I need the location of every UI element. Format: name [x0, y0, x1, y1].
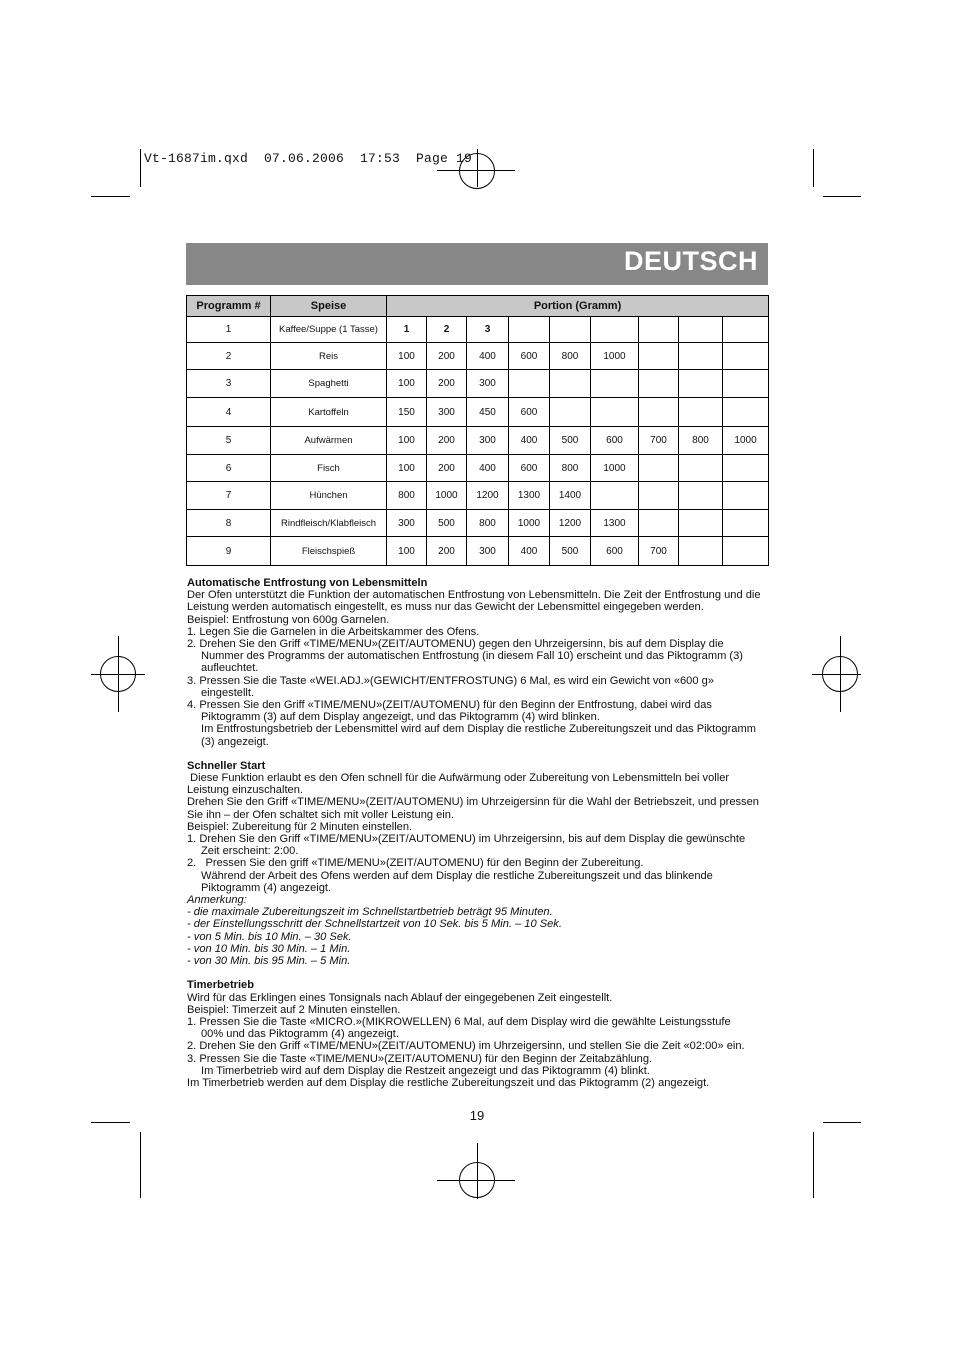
food-cell: Reis [271, 343, 387, 370]
program-number-cell: 7 [187, 482, 271, 510]
crop-mark [813, 1132, 814, 1198]
portion-cell [679, 370, 723, 398]
portion-cell: 600 [591, 427, 639, 455]
food-cell: Fleischspieß [271, 537, 387, 566]
instructions [187, 577, 769, 1089]
portion-cell [639, 370, 679, 398]
portion-cell [639, 398, 679, 427]
portion-cell: 1200 [467, 482, 509, 510]
portion-cell: 400 [467, 455, 509, 482]
section-title: Timerbetrieb [187, 979, 254, 992]
portion-cell [723, 370, 769, 398]
portion-cell: 1300 [509, 482, 550, 510]
portion-cell [679, 482, 723, 510]
food-cell: Fisch [271, 455, 387, 482]
portion-cell [639, 510, 679, 537]
program-number-cell: 9 [187, 537, 271, 566]
portion-cell [723, 317, 769, 343]
paragraph: Im Timerbetrieb werden auf dem Display die restliche Zubereitungszeit und das Piktogramm (2) angezeigt. [187, 1076, 710, 1089]
portion-cell [639, 343, 679, 370]
table-row [187, 537, 769, 566]
portion-cell [679, 398, 723, 427]
section-title: Schneller Start [187, 759, 266, 772]
portion-cell: 800 [679, 427, 723, 455]
portion-cell: 3 [467, 317, 509, 343]
portion-cell [723, 455, 769, 482]
header-program: Programm # [187, 296, 271, 317]
portion-cell [509, 317, 550, 343]
table-header-row [187, 296, 769, 317]
food-cell: Spaghetti [271, 370, 387, 398]
portion-cell: 400 [509, 427, 550, 455]
portion-cell: 1000 [591, 455, 639, 482]
portion-cell [679, 537, 723, 566]
program-table [186, 295, 769, 566]
portion-cell [591, 398, 639, 427]
table-row [187, 510, 769, 537]
portion-cell: 400 [509, 537, 550, 566]
portion-cell [639, 455, 679, 482]
portion-cell: 200 [427, 427, 467, 455]
portion-cell [550, 317, 591, 343]
portion-cell: 800 [550, 343, 591, 370]
portion-cell [591, 482, 639, 510]
portion-cell: 1400 [550, 482, 591, 510]
banner-title: DEUTSCH [623, 246, 758, 276]
portion-cell: 1300 [591, 510, 639, 537]
portion-cell: 300 [387, 510, 427, 537]
program-number-cell: 8 [187, 510, 271, 537]
paragraph: Diese Funktion erlaubt es den Ofen schnell für die Aufwärmung oder Zubereitung von Lebensmitteln bei voller Leistung einzuschalten. [187, 772, 733, 797]
page-number: 19 [469, 1108, 485, 1123]
portion-cell [591, 317, 639, 343]
list-item: 3. Pressen Sie die Taste «WEI.ADJ.»(GEWICHT/ENTFROSTUNG) 6 Mal, es wird ein Gewicht von «600 g» [187, 674, 714, 687]
food-cell: Kaffee/Suppe (1 Tasse) [271, 317, 387, 343]
crop-mark [91, 196, 130, 197]
portion-cell: 100 [387, 370, 427, 398]
portion-cell [679, 455, 723, 482]
portion-cell: 400 [467, 343, 509, 370]
portion-cell [591, 370, 639, 398]
table-row [187, 317, 769, 343]
list-item: 3. Pressen Sie die Taste «TIME/MENU»(ZEIT/AUTOMENU) für den Beginn der Zeitabzählung. [187, 1052, 653, 1065]
portion-cell: 500 [550, 537, 591, 566]
portion-cell: 300 [467, 427, 509, 455]
list-item: 1. Legen Sie die Garnelen in die Arbeitskammer des Ofens. [187, 625, 480, 638]
list-item-continued: Zeit erscheint: 2:00. [201, 845, 299, 858]
language-banner [186, 243, 768, 285]
list-item-continued: Nummer des Programms der automatischen Entfrostung (in diesem Fall 10) erscheint und das Piktogramm (3) aufleuchtet. [201, 650, 743, 675]
crop-mark [823, 196, 861, 197]
section-title: Automatische Entfrostung von Lebensmitteln [187, 577, 428, 589]
list-item-continued: Während der Arbeit des Ofens werden auf dem Display die restliche Zubereitungszeit und das blinkende Piktogramm (4) angezeigt. [201, 869, 713, 894]
portion-cell: 1 [387, 317, 427, 343]
list-item-continued: Im Entfrostungsbetrieb der Lebensmittel wird auf dem Display die restliche Zubereitungszeit und das Piktogramm (3) angezeigt. [201, 723, 756, 748]
header-portion: Portion (Gramm) [387, 296, 769, 317]
note-item: - der Einstellungsschritt der Schnellstartzeit von 10 Sek. bis 5 Min. – 10 Sek. [187, 918, 562, 931]
table-row [187, 455, 769, 482]
portion-cell: 500 [427, 510, 467, 537]
portion-cell: 700 [639, 427, 679, 455]
portion-cell: 100 [387, 455, 427, 482]
portion-cell [550, 398, 591, 427]
list-item: 1. Drehen Sie den Griff «TIME/MENU»(ZEIT/AUTOMENU) im Uhrzeigersinn, bis auf dem Display die gewünschte [187, 833, 746, 846]
portion-cell: 1000 [723, 427, 769, 455]
header-food: Speise [271, 296, 387, 317]
portion-cell [723, 343, 769, 370]
portion-cell: 1000 [591, 343, 639, 370]
food-cell: Aufwärmen [271, 427, 387, 455]
portion-cell: 600 [591, 537, 639, 566]
portion-cell: 100 [387, 343, 427, 370]
portion-cell: 1000 [427, 482, 467, 510]
portion-cell [679, 317, 723, 343]
portion-cell: 200 [427, 370, 467, 398]
list-item: 2. Pressen Sie den griff «TIME/MENU»(ZEIT/AUTOMENU) für den Beginn der Zubereitung. [187, 857, 644, 870]
portion-cell: 450 [467, 398, 509, 427]
portion-cell: 800 [387, 482, 427, 510]
portion-cell: 800 [467, 510, 509, 537]
portion-cell [723, 398, 769, 427]
portion-cell: 100 [387, 537, 427, 566]
table-row [187, 370, 769, 398]
list-item: 1. Pressen Sie die Taste «MICRO.»(MIKROWELLEN) 6 Mal, auf dem Display wird die gewählte Leistungsstufe [187, 1015, 731, 1028]
table-row [187, 482, 769, 510]
print-header: Vt-1687im.qxd 07.06.2006 17:53 Page 19 [144, 151, 473, 166]
portion-cell: 700 [639, 537, 679, 566]
note-title: Anmerkung: [187, 894, 247, 907]
portion-cell: 300 [467, 537, 509, 566]
table-row [187, 427, 769, 455]
portion-cell [723, 537, 769, 566]
portion-cell: 200 [427, 537, 467, 566]
portion-cell [723, 510, 769, 537]
program-number-cell: 6 [187, 455, 271, 482]
portion-cell [679, 510, 723, 537]
portion-cell: 300 [427, 398, 467, 427]
portion-cell: 1000 [509, 510, 550, 537]
note-item: - die maximale Zubereitungszeit im Schnellstartbetrieb beträgt 95 Minuten. [187, 906, 553, 919]
portion-cell: 300 [467, 370, 509, 398]
portion-cell: 150 [387, 398, 427, 427]
paragraph: Der Ofen unterstützt die Funktion der automatischen Entfrostung von Lebensmitteln. Die Zeit der Entfrostung und die Leistung werden automatisch eingestellt, es muss nur das Gewicht der Lebensmittel eingegeben werden. [187, 589, 761, 614]
portion-cell: 800 [550, 455, 591, 482]
list-item: 2. Drehen Sie den Griff «TIME/MENU»(ZEIT/AUTOMENU) gegen den Uhrzeigersinn, bis auf dem Display die [187, 638, 724, 651]
paragraph: Beispiel: Zubereitung für 2 Minuten einstellen. [187, 820, 413, 833]
note-item: - von 5 Min. bis 10 Min. – 30 Sek. [187, 930, 352, 943]
list-item-continued: 00% und das Piktogramm (4) angezeigt. [201, 1028, 399, 1041]
portion-cell: 200 [427, 343, 467, 370]
portion-cell: 600 [509, 398, 550, 427]
paragraph: Beispiel: Timerzeit auf 2 Minuten einstellen. [187, 1003, 401, 1016]
crop-mark [140, 149, 141, 187]
portion-cell: 200 [427, 455, 467, 482]
list-item-continued: eingestellt. [201, 686, 255, 699]
program-number-cell: 1 [187, 317, 271, 343]
program-number-cell: 5 [187, 427, 271, 455]
crop-mark [140, 1132, 141, 1198]
portion-cell: 100 [387, 427, 427, 455]
portion-cell: 600 [509, 343, 550, 370]
crop-mark [813, 149, 814, 187]
portion-cell [679, 343, 723, 370]
food-cell: Rindfleisch/Klabfleisch [271, 510, 387, 537]
program-number-cell: 3 [187, 370, 271, 398]
paragraph: Drehen Sie den Griff «TIME/MENU»(ZEIT/AUTOMENU) im Uhrzeigersinn für die Wahl der Betriebszeit, und pressen Sie ihn – der Ofen schaltet sich mit voller Leistung ein. [187, 796, 759, 821]
paragraph: Beispiel: Entfrostung von 600g Garnelen. [187, 613, 390, 626]
food-cell: Hünchen [271, 482, 387, 510]
note-item: - von 30 Min. bis 95 Min. – 5 Min. [187, 955, 351, 968]
paragraph: Wird für das Erklingen eines Tonsignals nach Ablauf der eingegebenen Zeit eingestellt. [187, 991, 613, 1004]
table-row [187, 398, 769, 427]
portion-cell: 600 [509, 455, 550, 482]
list-item: 4. Pressen Sie den Griff «TIME/MENU»(ZEIT/AUTOMENU) für den Beginn der Entfrostung, dabei wird das [187, 699, 712, 712]
portion-cell [639, 317, 679, 343]
note-item: - von 10 Min. bis 30 Min. – 1 Min. [187, 942, 351, 955]
list-item: 2. Drehen Sie den Griff «TIME/MENU»(ZEIT/AUTOMENU) im Uhrzeigersinn, und stellen Sie die Zeit «02:00» ein. [187, 1040, 745, 1053]
table-row [187, 343, 769, 370]
program-number-cell: 4 [187, 398, 271, 427]
portion-cell [639, 482, 679, 510]
portion-cell [509, 370, 550, 398]
food-cell: Kartoffeln [271, 398, 387, 427]
portion-cell [723, 482, 769, 510]
program-number-cell: 2 [187, 343, 271, 370]
portion-cell: 2 [427, 317, 467, 343]
portion-cell: 500 [550, 427, 591, 455]
portion-cell: 1200 [550, 510, 591, 537]
list-item-continued: Im Timerbetrieb wird auf dem Display die Restzeit angezeigt und das Piktogramm (4) blinkt. [201, 1064, 650, 1077]
list-item-continued: Piktogramm (3) auf dem Display angezeigt, und das Piktogramm (4) wird blinken. [201, 711, 600, 724]
portion-cell [550, 370, 591, 398]
